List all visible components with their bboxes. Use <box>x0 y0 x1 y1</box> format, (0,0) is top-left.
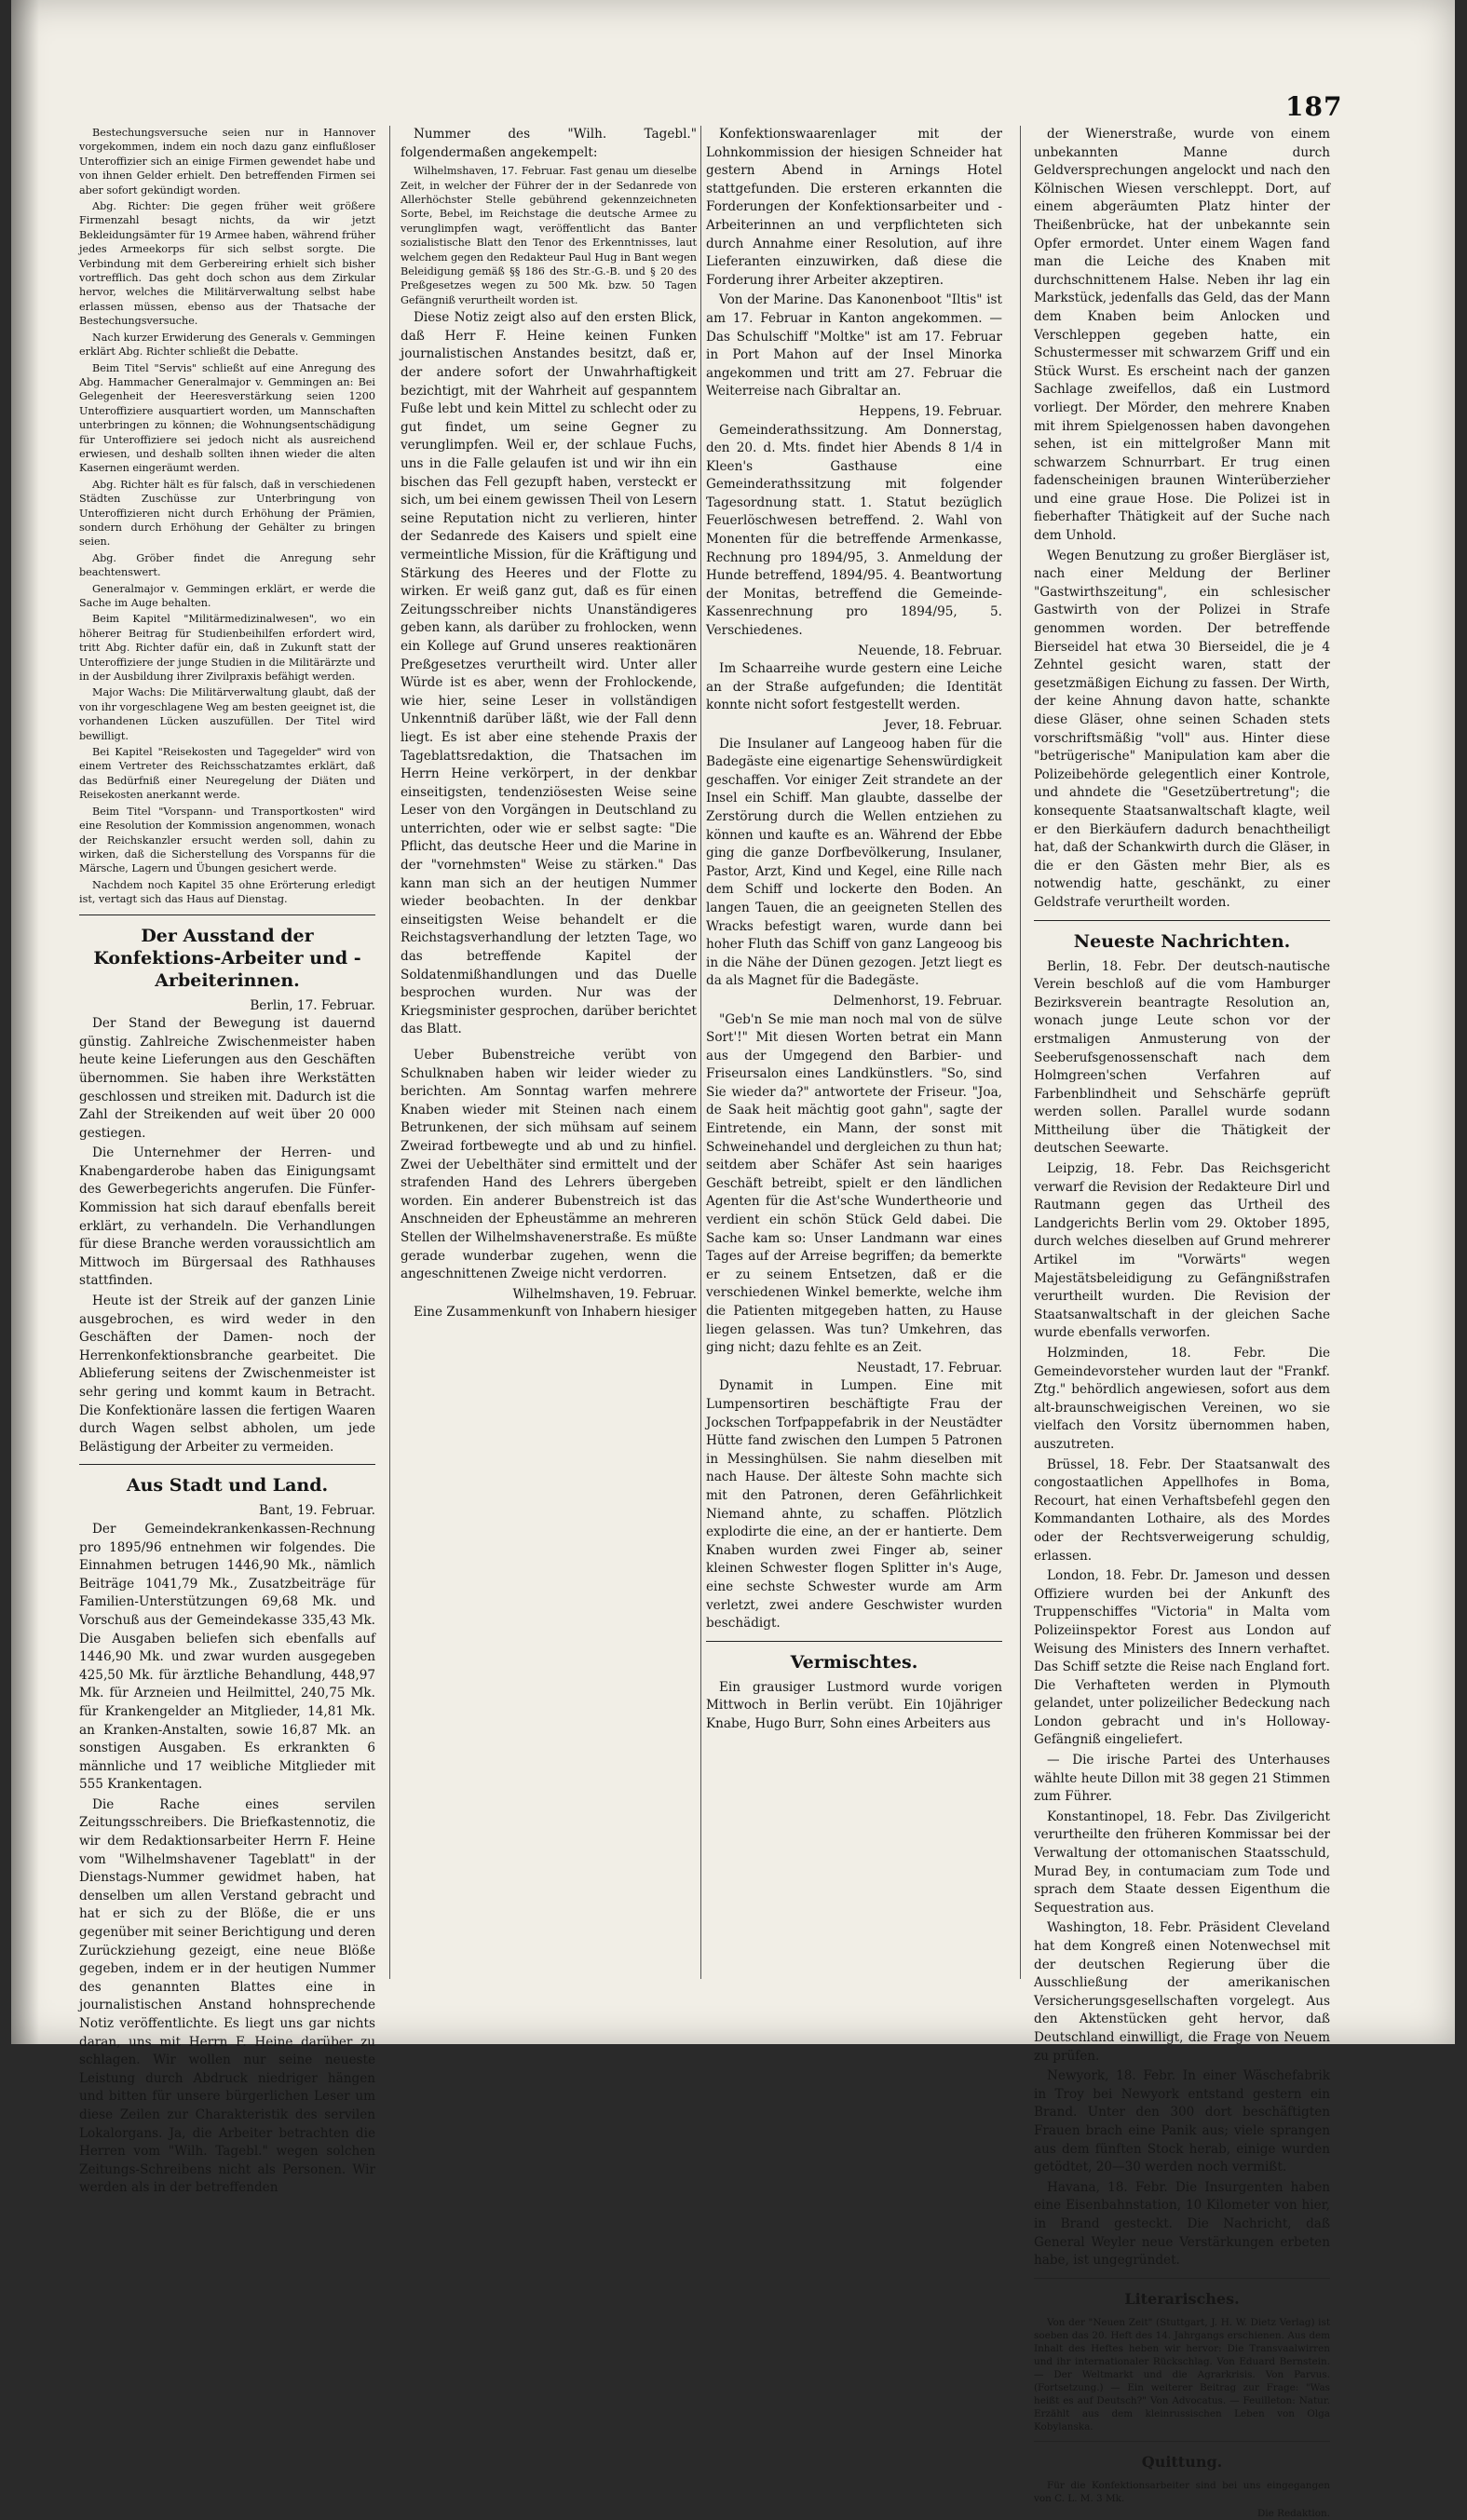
news-item: London, 18. Febr. Dr. Jameson und dessen Offiziere wurden bei der Ankunft des Truppenschiffes "Victoria" in Malta vom Polizeiinspektor Forest aus London auf Weisung des Ministers des Innern verhaftet. Das Schiff setzte die Reise nach England fort. Die Verhafteten werden in Plymouth gelandet, unter polizeilicher Bedeckung nach London gebracht und in's Holloway-Gefängniß eingeliefert. <box>1034 1568 1330 1748</box>
paragraph: Gemeinderathssitzung. Am Donnerstag, den 20. d. Mts. findet hier Abends 8 1/4 in Kleen's Gasthause eine Gemeinderathssitzung mit folgender Tagesordnung statt. 1. Statut bezüglich Feuerlöschwesen betreffend. 2. Wahl von Monenten für die betreffende Armenkasse, Rechnung pro 1894/95, 3. Anmeldung der Hunde betreffend, 1894/95. 4. Beantwortung der Monitas, betreffend die Gemeinde-Kassenrechnung pro 1894/95, 5. Verschiedenes. <box>706 422 1002 639</box>
paragraph: Der Stand der Bewegung ist dauernd günstig. Zahlreiche Zwischenmeister haben heute keine Lieferungen aus den Geschäften übernommen. Sie haben ihre Werkstätten geschlossen und streiken mit. Dadurch ist die Zahl der Streikenden auf weit über 20 000 gestiegen. <box>79 1016 375 1141</box>
page-shadow <box>11 0 39 2044</box>
paragraph: Konfektionswaarenlager mit der Lohnkommission der hiesigen Schneider hat gestern Abend in Arnings Hotel stattgefunden. Die ersteren erkannten die Forderungen der Konfektionsarbeiter und -Arbeiterinnen an und verpflichteten sich durch Annahme einer Resolution, auf ihre Lieferanten einzuwirken, daß diese die Forderung ihrer Arbeiter akzeptiren. <box>706 127 1002 288</box>
column-2 <box>401 126 697 1324</box>
dateline: Berlin, 17. Februar. <box>250 997 375 1013</box>
column-divider <box>389 126 390 1979</box>
paragraph: Ein grausiger Lustmord wurde vorigen Mittwoch in Berlin verübt. Ein 10jähriger Knabe, Hugo Burr, Sohn eines Arbeiters aus <box>706 1679 1002 1731</box>
dateline: Neuende, 18. Februar. <box>858 643 1002 658</box>
paragraph: Nachdem noch Kapitel 35 ohne Erörterung erledigt ist, vertagt sich das Haus auf Dienstag. <box>79 878 375 906</box>
paragraph: Die Rache eines servilen Zeitungsschreibers. Die Briefkastennotiz, die wir dem Redaktionsarbeiter Herrn F. Heine vom "Wilhelmshavener Tageblatt" in der Dienstags-Nummer gewidmet haben, hat denselben um allen Verstand gebracht und hat er sich zu der Blöße, die er uns gegenüber mit seiner Berichtigung und deren Zurückziehung gezeigt, eine neue Blöße gegeben, indem er in der heutigen Nummer des genannten Blattes eine in journalistischen Anstand hohnsprechende Notiz veröffentlichte. Es liegt uns gar nichts daran, uns mit Herrn F. Heine darüber zu schlagen. Wir wollen nur seine neueste Leistung durch Abdruck niedriger hängen und bitten für unsere bürgerlichen Leser um diese Zeilen zur Charakteristik des servilen Lokalorgans. Ja, die Arbeiter betrachten die Herren vom "Wilh. Tagebl." wegen solchen Zeitungs-Schreibens nicht als Personen. Wir werden als in der betreffenden <box>79 1796 375 2196</box>
dateline: Bant, 19. Februar. <box>258 1503 375 1519</box>
paragraph: Eine Zusammenkunft von Inhabern hiesiger <box>414 1305 697 1321</box>
news-item: Holzminden, 18. Febr. Die Gemeindevorsteher wurden laut der "Frankf. Ztg." behördlich angewiesen, sofort aus dem alt-braunschweigischen Vereinen, wo sie vielfach den Vorsitz übernommen haben, auszutreten. <box>1034 1346 1330 1452</box>
paragraph: Von der "Neuen Zeit" (Stuttgart, J. H. W. Dietz Verlag) ist soeben das 20. Heft des 14. Jahrgangs erschienen. Aus dem Inhalt des Heftes heben wir hervor: Die Transvaalwirren und ihr internationaler Rückschlag. Von Eduard Bernstein. — Der Weltmarkt und die Agrarkrisis. Von Parvus. (Fortsetzung.) — Ein weiterer Beitrag zur Frage: "Was heißt es auf Deutsch?" Von Advocatus. — Feuilleton: Natur. Erzählt aus dem kleinrussischen Leben von Olga Kobylanska. <box>1034 2316 1330 2432</box>
dateline: Neustadt, 17. Februar. <box>856 1360 1002 1375</box>
dateline: Wilhelmshaven, 19. Februar. <box>512 1286 697 1302</box>
section-rule <box>1034 920 1330 921</box>
news-item: — Die irische Partei des Unterhauses wählte heute Dillon mit 38 gegen 21 Stimmen zum Führer. <box>1034 1753 1330 1805</box>
column-1 <box>79 126 375 2200</box>
section-rule <box>79 1464 375 1465</box>
section-heading: Vermischtes. <box>790 1651 918 1673</box>
section-rule <box>706 1641 1002 1642</box>
section-rule <box>1034 2278 1330 2279</box>
quoted-paragraph: Wilhelmshaven, 17. Februar. Fast genau um dieselbe Zeit, in welcher der Führer der in der Sedanrede von Allerhöchster Stelle gebührend gekennzeichneten Sorte, Bebel, im Reichstage die deutsche Armee zu verunglimpfen wagt, veröffentlicht das Banter sozialistische Blatt den Tenor des Erkenntnisses, laut welchem gegen den Redakteur Paul Hug in Bant wegen Beleidigung gemäß §§ 186 des Str.-G.-B. und § 20 des Preßgesetzes wegen zu 500 Mk. bzw. 50 Tagen Gefängniß verurtheilt worden ist. <box>401 165 697 306</box>
paragraph: Wegen Benutzung zu großer Biergläser ist, nach einer Meldung der Berliner "Gastwirthszeitung", ein schlesischer Gastwirth von der Polizei in Strafe genommen worden. Der betreffende Bierseidel hat etwa 30 Bierseidel, die je 4 Zehntel gesicht waren, statt der gesetzmäßigen Eichung zu fassen. Der Wirth, der keine Ahnung davon hatte, schankte diese Gläser, ohne seinen Schaden stets vorschriftsmäßig "voll" aus. Hinter diese "betrügerische" Manipulation kam aber die Polizeibehörde gelegentlich einer Kontrole, und ahndete die "Gesetzübertretung"; die konsequente Staatsanwaltschaft klagte, weil er den Bierkäufern dadurch benachtheiligt hat, daß der Schankwirth durch die Gläser, in die er den Gästen mehr Bier, als es notwendig hatte, geschänkt, zu einer Geldstrafe verurtheilt worden. <box>1034 548 1330 910</box>
paragraph: Major Wachs: Die Militärverwaltung glaubt, daß der von ihr vorgeschlagene Weg am besten geeignet ist, die vorhandenen Lücken auszufüllen. Der Titel wird bewilligt. <box>79 686 375 742</box>
paragraph: Abg. Gröber findet die Anregung sehr beachtenswert. <box>79 551 375 579</box>
dateline: Jever, 18. Februar. <box>884 718 1002 733</box>
paragraph: Der Gemeindekrankenkassen-Rechnung pro 1895/96 entnehmen wir folgendes. Die Einnahmen betrugen 1446,90 Mk., nämlich Beiträge 1041,79 Mk., Zusatzbeiträge für Familien-Unterstützungen 69,68 Mk. und Vorschuß aus der Gemeindekasse 335,43 Mk. Die Ausgaben beliefen sich ebenfalls auf 1446,90 Mk. und zwar wurden ausgegeben 425,50 Mk. für ärztliche Behandlung, 448,97 Mk. für Arzneien und Heilmittel, 240,75 Mk. für Krankengelder an Mitglieder, 14,81 Mk. an Kranken-Anstalten, sowie 16,87 Mk. an sonstigen Ausgaben. Es erkrankten 6 männliche und 17 weibliche Mitglieder mit 555 Krankentagen. <box>79 1521 375 1793</box>
paragraph: Abg. Richter hält es für falsch, daß in verschiedenen Städten Zuschüsse zur Unterbringung von Unteroffizieren nicht durch Erhöhung der Prämien, sondern durch Erhöhung der Gehälter zu bringen seien. <box>79 478 375 549</box>
dateline: Delmenhorst, 19. Februar. <box>833 993 1002 1009</box>
signature: Die Redaktion. <box>1257 2507 1330 2519</box>
column-4 <box>1034 126 1330 2520</box>
column-3 <box>706 126 1002 1735</box>
news-item: Havana, 18. Febr. Die Insurgenten haben eine Eisenbahnstation, 10 Kilometer von hier, in Brand gesteckt. Die Nachricht, daß General Weyler neue Verstärkungen erbeten habe, ist ungegründet. <box>1034 2179 1330 2269</box>
paragraph: Von der Marine. Das Kanonenboot "Iltis" ist am 17. Februar in Kanton angekommen. — Das Schulschiff "Moltke" ist am 17. Februar in Port Mahon auf der Insel Minorka angekommen und tritt am 27. Februar die Weiterreise nach Gibraltar an. <box>706 292 1002 400</box>
paragraph: Die Insulaner auf Langeoog haben für die Badegäste eine eigenartige Sehenswürdigkeit geschaffen. Vor einiger Zeit strandete an der Insel ein Schiff. Man glaubte, dasselbe der Zerstörung durch die Wellen entziehen zu können und kaufte es an. Während der Ebbe ging die ganze Dorfbevölkerung, Insulaner, Pastor, Arzt, Kind und Kegel, eine Rille nach dem Schiff und lockerte den Boden. An langen Tauen, die an geeigneten Stellen des Wracks befestigt waren, wurde dann bei hoher Fluth das Schiff von ganz Langeoog bis in die Nähe der Dünen gezogen. Jetzt liegt es da als Magnet für die Badegäste. <box>706 736 1002 989</box>
news-item: Brüssel, 18. Febr. Der Staatsanwalt des congostaatlichen Appellhofes in Boma, Recourt, hat einen Verhaftsbefehl gegen den Kommandanten Lothaire, als des Mordes oder der Rechtsverweigerung schuldig, erlassen. <box>1034 1456 1330 1564</box>
paragraph: Nach kurzer Erwiderung des Generals v. Gemmingen erklärt Abg. Richter schließt die Debatte. <box>79 331 375 359</box>
dateline: Heppens, 19. Februar. <box>859 403 1002 419</box>
paragraph: Die Unternehmer der Herren- und Knabengarderobe haben das Einigungsamt des Gewerbegerichts angerufen. Die Fünfer-Kommission hat sich darauf ebenfalls bereit erklärt, zu verhandeln. Die Verhandlungen für diese Branche werden voraussichtlich am Mittwoch im Bürgersaal des Rathhauses stattfinden. <box>79 1145 375 1289</box>
paragraph: Heute ist der Streik auf der ganzen Linie ausgebrochen, es wird weder in den Geschäften der Damen- noch der Herrenkonfektionsbranche gearbeitet. Die Ablieferung seitens der Zwischenmeister ist sehr gering und kommt kaum in Betracht. Die Konfektionäre lassen die fertigen Waaren durch Wagen selbst abholen, um jede Belästigung der Arbeiter zu vermeiden. <box>79 1294 375 1455</box>
paragraph: Für die Konfektionsarbeiter sind bei uns eingegangen von C. L. M. 3 Mk. <box>1034 2479 1330 2504</box>
paragraph: Beim Kapitel "Militärmedizinalwesen", wo ein höherer Beitrag für Studienbeihilfen erfordert wird, tritt Abg. Richter dafür ein, daß in Zukunft statt der Unteroffiziere der junge Studien in die Militärärzte und in der Ausbildung ihrer Zivilpraxis befähigt werden. <box>79 613 375 684</box>
news-item: Konstantinopel, 18. Febr. Das Zivilgericht verurtheilte den früheren Kommissar bei der Verwaltung der ottomanischen Staatsschuld, Murad Bey, in contumaciam zum Tode und sprach dem Staate dessen Eigenthum die Sequestration aus. <box>1034 1809 1330 1916</box>
paragraph: Beim Titel "Vorspann- und Transportkosten" wird eine Resolution der Kommission angenommen, wonach der Reichskanzler ersucht werden soll, dahin zu wirken, daß die Sicherstellung des Vorspanns für die Märsche, Lagern und Übungen gesichert werde. <box>79 805 375 875</box>
section-heading: Aus Stadt und Land. <box>126 1475 329 1497</box>
news-item: Leipzig, 18. Febr. Das Reichsgericht verwarf die Revision der Redakteure Dirl und Rautmann gegen das Urtheil des Landgerichts Berlin vom 29. Oktober 1895, durch welches dieselben auf Grund mehrerer Artikel im "Vorwärts" wegen Majestätsbeleidigung zu Gefängnißstrafen verurtheilt wurden. Die Revision der Staatsanwaltschaft in der gleichen Sache wurde ebenfalls verworfen. <box>1034 1161 1330 1341</box>
section-heading: Neueste Nachrichten. <box>1073 930 1291 952</box>
section-heading: Quittung. <box>1141 2452 1223 2471</box>
news-item: Newyork, 18. Febr. In einer Wäschefabrik in Troy bei Newyork entstand gestern ein Brand. Unter den 300 dort beschäftigten Frauen brach eine Panik aus; viele sprangen aus dem fünften Stock herab, einige wurden getödtet, 20—30 werden noch vermißt. <box>1034 2068 1330 2175</box>
paragraph: Ueber Bubenstreiche verübt von Schulknaben haben wir leider wieder zu berichten. Am Sonntag warfen mehrere Knaben wieder mit Steinen nach einem Betrunkenen, der sich mühsam auf seinem Zweirad fortbewegte und ab und zu hinfiel. Zwei der Uebelthäter sind ermittelt und der strafenden Hand des Lehrers übergeben worden. Ein anderer Bubenstreich ist das Anschneiden der Epheustämme an mehreren Stellen der Wilhelmshavenerstraße. Es müßte gerade wunderbar zugehen, wenn die angeschnittenen Zweige nicht verdorren. <box>401 1048 697 1282</box>
column-divider <box>1020 126 1021 1979</box>
news-item: Washington, 18. Febr. Präsident Cleveland hat dem Kongreß einen Notenwechsel mit der deutschen Regierung über die Ausschließung der amerikanischen Versicherungsgesellschaften vorgelegt. Aus den Aktenstücken geht hervor, daß Deutschland einwilligt, die Frage von Neuem zu prüfen. <box>1034 1920 1330 2064</box>
news-item: Berlin, 18. Febr. Der deutsch-nautische Verein beschloß auf die vom Hamburger Bezirksverein beantragte Resolution an, wonach junge Leute schon vor der erstmaligen Anmusterung von der Seeberufsgenossenschaft nach dem Holmgreen'schen Verfahren auf Farbenblindheit und Sehschärfe geprüft werden sollen. Parallel wurde sodann Mittheilung über die Thätigkeit der deutschen Seewarte. <box>1034 958 1330 1157</box>
paragraph: Bei Kapitel "Reisekosten und Tagegelder" wird von einem Vertreter des Reichsschatzamtes erklärt, daß das Bedürfniß einer Neuregelung der Diäten und Reisekosten anerkannt werde. <box>79 746 375 802</box>
section-heading: Der Ausstand der Konfektions-Arbeiter und -Arbeiterinnen. <box>93 925 361 991</box>
paragraph: Diese Notiz zeigt also auf den ersten Blick, daß Herr F. Heine keinen Funken journalistischen Anstandes besitzt, daß er, der andere sofort der Unwahrhaftigkeit bezichtigt, mit der Wahrheit auf gespanntem Fuße lebt und kein Mittel zu schlecht oder zu gut findet, um seine Gegner zu verunglimpfen. Weil er, der schlaue Fuchs, uns in die Falle gelaufen ist und wir ihn ein bischen das Fell gezupft haben, versteckt er sich, um bei einem gewissen Theil von Lesern seine Reputation nicht zu verlieren, hinter der Sedanrede des Kaisers und spielt eine vermeintliche Mission, für die Kräftigung und Stärkung des Heeres und der Flotte zu wirken. Er weiß ganz gut, daß es für einen Zeitungsschreiber nichts Unanständigeres geben kann, als darüber zu frohlocken, wenn ein Kollege auf Grund unseres reaktionären Preßgesetzes verurtheilt wird. Unter aller Würde ist es aber, wenn der Frohlockende, wie hier, seine Leser in vollständigen Unkenntniß darüber läßt, wie der Fall denn liegt. Es ist aber eine stehende Praxis der Tageblattsredaktion, die Thatsachen im Herrn Heine verkörpert, in der denkbar einseitigsten, tendenziösesten Weise seine Leser von den Vorgängen in Deutschland zu unterrichten, oder wie er selbst sagte: "Die Pflicht, das deutsche Heer und die Marine in der "vornehmsten" Weise zu stärken." Das kann man sich an der heutigen Nummer wieder beobachten. In der denkbar einseitigsten Weise behandelt er die Reichstagsverhandlung der letzten Tage, wo das betreffende Kapitel der Soldatenmißhandlungen und das Duelle besprochen wurden. Nur was der Kriegsminister gesprochen, darüber berichtet das Blatt. <box>401 310 697 1037</box>
section-rule <box>1034 2441 1330 2442</box>
paragraph: "Geb'n Se mie man noch mal von de sülve Sort'!" Mit diesen Worten betrat ein Mann aus der Umgegend den Barbier- und Friseursalon eines Landkünstlers. "So, sind Sie wieder da?" antwortete der Friseur. "Joa, de Saak heit mächtig goot gahn", sagte der Eintretende, ein Mann, der sonst mit Schweinehandel und dergleichen zu thun hat; seitdem aber Schäfer Ast sein haariges Geschäft betreibt, spielt er den ländlichen Agenten für die Ast'sche Wundertheorie und verdient ein schön Stück Geld dabei. Die Sache kam so: Unser Landmann war eines Tages auf der Arreise begriffen; da bemerkte er zu seinem Entsetzen, daß er die verschiedenen Winkel bemerkte, welche ihm die Patienten mitgegeben hatten, zu Hause liegen gelassen. Was tun? Umkehren, das ging nicht; dazu fehlte es an Zeit. <box>706 1011 1002 1356</box>
paragraph: Nummer des "Wilh. Tagebl." folgendermaßen angekempelt: <box>401 127 697 160</box>
paragraph: Im Schaarreihe wurde gestern eine Leiche an der Straße aufgefunden; die Identität konnte nicht sofort festgestellt werden. <box>706 661 1002 713</box>
paragraph: Beim Titel "Servis" schließt auf eine Anregung des Abg. Hammacher Generalmajor v. Gemmingen an: Bei Gelegenheit der Heeresverstärkung seien 1200 Unteroffiziere ausquartiert worden, um Mannschaften unterbringen zu können; die Wohnungsentschädigung für Unteroffiziere sei jedoch nicht als ausreichend erwiesen, und deshalb sollten ihnen wieder die alten Kasernen eingeräumt werden. <box>79 361 375 475</box>
page-number: 187 <box>1285 91 1343 122</box>
paragraph: Bestechungsversuche seien nur in Hannover vorgekommen, indem ein noch dazu ganz einflußloser Unteroffizier sich an einige Firmen gewendet habe und von ihnen Gelder erhielt. Den betreffenden Firmen sei aber sofort gekündigt worden. <box>79 127 375 196</box>
column-divider <box>700 126 701 1979</box>
paragraph: Dynamit in Lumpen. Eine mit Lumpensortiren beschäftigte Frau der Jockschen Torfpappefabrik in der Neustädter Hütte fand zwischen den Lumpen 5 Patronen in Messinghülsen. Sie nahm dieselben mit nach Hause. Der älteste Sohn machte sich mit den Patronen, deren Gefährlichkeit Niemand ahnte, zu schaffen. Plötzlich explodirte die eine, an der er hantierte. Dem Knaben wurden zwei Finger ab, seiner kleinen Schwester flogen Splitter in's Auge, eine sechste Schwester wurde am Arm verletzt, zwei andere Geschwister wurden beschädigt. <box>706 1378 1002 1632</box>
paragraph: Abg. Richter: Die gegen früher weit größere Firmenzahl besagt nichts, da wir jetzt Bekleidungsämter für 19 Armee haben, während früher jedes Armeekorps für sich selbst sorgte. Die Verbindung mit dem Gerbereiring erhielt sich bisher vortrefflich. Das geht doch schon aus dem Zirkular hervor, welches die Militärverwaltung selbst habe erlassen müssen, ebenso aus der Thatsache der Bestechungsversuche. <box>79 200 375 328</box>
paragraph: der Wienerstraße, wurde von einem unbekannten Manne durch Geldversprechungen angelockt und nach den Kölnischen Wiesen verschleppt. Dort, auf einem abgeräumten Platz hinter der Theißenbrücke, hat der unbekannte sein Opfer ermordet. Unter einem Wagen fand man die Leiche des Knaben mit durchschnittenem Halse. Neben ihr lag ein Markstück, jedenfalls das Geld, das der Mann dem Knaben beim Anlocken und Verschleppen gegeben hatte, ein Schustermesser mit schwarzem Griff und ein Stück Wurst. Es erscheint nach der ganzen Sachlage zweifellos, daß ein Lustmord vorliegt. Der Mörder, den mehrere Knaben mit ihrem Spielgenossen haben davongehen sehen, ist ein mittelgroßer Mann mit schwarzem Schnurrbart. Er trug einen fadenscheinigen braunen Winterüberzieher und eine graue Hose. Die Polizei ist in fieberhafter Thätigkeit auf der Suche nach dem Unhold. <box>1034 127 1330 544</box>
paragraph: Generalmajor v. Gemmingen erklärt, er werde die Sache im Auge behalten. <box>79 582 375 609</box>
section-heading: Literarisches. <box>1124 2289 1240 2308</box>
